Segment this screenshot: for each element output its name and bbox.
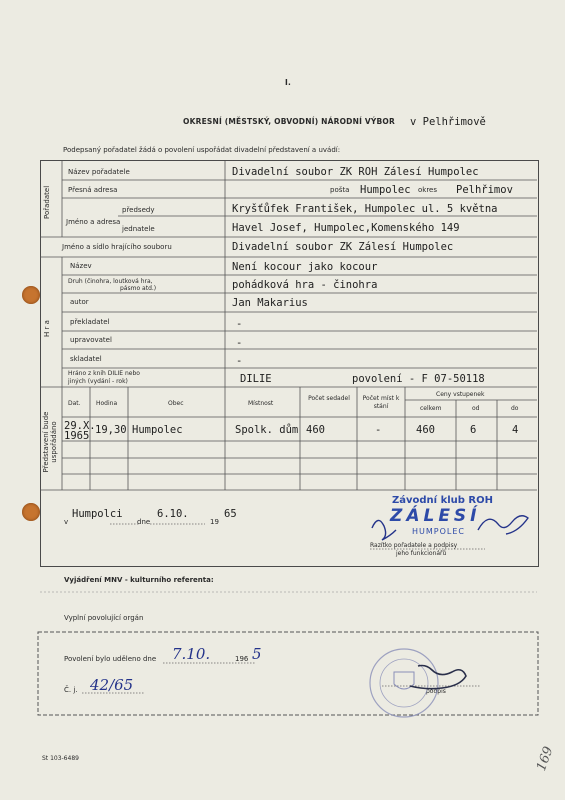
granted-year: 5 xyxy=(252,645,262,663)
date-value: 6.10. xyxy=(157,508,189,520)
value-source: DILIE xyxy=(240,373,272,385)
value-play-title: Není kocour jako kocour xyxy=(232,261,378,273)
granted-label: Povolení bylo uděleno dne xyxy=(64,655,157,663)
row-standing: - xyxy=(375,424,382,436)
office-title: OKRESNÍ (MĚSTSKÝ, OBVODNÍ) NÁRODNÍ VÝBOR xyxy=(183,117,395,126)
value-composer: - xyxy=(236,355,243,367)
label-jednatele: jednatele xyxy=(122,225,155,233)
row-total: 460 xyxy=(416,424,435,436)
side-label-organizer: Pořadatel xyxy=(43,185,51,219)
label-composer: skladatel xyxy=(70,355,102,363)
value-permit: povolení - F 07-50118 xyxy=(352,373,485,385)
col-date: Dat. xyxy=(68,400,81,407)
col-to: do xyxy=(511,405,519,412)
label-organizer-name: Název pořadatele xyxy=(68,168,130,176)
label-troupe: Jméno a sídlo hrajícího souboru xyxy=(62,243,172,251)
mnv-opinion-label: Vyjádření MNV - kulturního referenta: xyxy=(64,576,214,584)
col-seats: Počet sedadel xyxy=(308,395,350,402)
label-source-1: Hráno z knih DILIE nebo xyxy=(68,370,140,377)
row-town: Humpolec xyxy=(132,424,183,436)
col-prices: Ceny vstupenek xyxy=(436,391,485,398)
stamp-caption-2: jeho funkcionářů xyxy=(396,550,447,557)
col-from: od xyxy=(472,405,480,412)
value-organizer-name: Divadelní soubor ZK ROH Zálesí Humpolec xyxy=(232,166,479,178)
col-town: Obec xyxy=(168,400,184,407)
label-address: Přesná adresa xyxy=(68,186,118,194)
section-roman: I. xyxy=(285,78,292,87)
row-from: 6 xyxy=(470,424,477,436)
value-author: Jan Makarius xyxy=(232,297,308,309)
intro-text: Podepsaný pořadatel žádá o povolení uspořádat divadelní představení a uvádí: xyxy=(63,146,341,154)
year-value: 65 xyxy=(224,508,237,520)
row-to: 4 xyxy=(512,424,519,436)
side-label-performance: Představení bude uspořádáno xyxy=(42,411,58,473)
stamp-caption-1: Razítko pořadatele a podpisy xyxy=(370,542,458,549)
value-predsedy: Kryšťůfek František, Humpolec ul. 5 května xyxy=(232,203,498,215)
value-translator: - xyxy=(236,318,243,330)
stamp-line3: HUMPOLEC xyxy=(412,527,465,536)
value-jednatele: Havel Josef, Humpolec,Komenského 149 xyxy=(232,222,460,234)
label-play-kind-2: pásmo atd.) xyxy=(120,285,157,292)
col-total: celkem xyxy=(420,405,442,412)
page-number: 169 xyxy=(534,744,557,774)
value-posta: Humpolec xyxy=(360,184,411,196)
office-city: v Pelhřimově xyxy=(410,116,486,128)
date-label: dne xyxy=(137,518,151,526)
col-venue: Místnost xyxy=(248,400,274,407)
row-venue: Spolk. dům xyxy=(235,424,299,436)
label-predsedy: předsedy xyxy=(122,206,155,214)
year-prefix: 19 xyxy=(210,518,219,526)
authority-label: Vyplní povolující orgán xyxy=(64,614,144,622)
row-date-2: 1965 xyxy=(64,430,90,442)
sign-label: podpis xyxy=(426,688,446,695)
col-hour: Hodina xyxy=(96,400,118,407)
place-value: Humpolci xyxy=(72,508,123,520)
label-play-kind-1: Druh (činohra, loutková hra, xyxy=(68,278,153,285)
label-names: Jméno a adresa xyxy=(66,218,121,226)
form-code: St 103-6489 xyxy=(42,755,79,762)
value-troupe: Divadelní soubor ZK Zálesí Humpolec xyxy=(232,241,454,253)
ref-value: 42/65 xyxy=(90,676,134,694)
label-play-title: Název xyxy=(70,262,92,270)
value-adapter: - xyxy=(236,337,243,349)
side-label-play: H r a xyxy=(43,320,51,337)
row-seats: 460 xyxy=(306,424,325,436)
value-okres: Pelhřimov xyxy=(456,184,513,196)
stamp-line1: Závodní klub ROH xyxy=(392,495,493,506)
granted-year-prefix: 196 xyxy=(235,655,249,663)
col-standing: Počet míst k stání xyxy=(362,395,400,410)
granted-date: 7.10. xyxy=(172,645,211,663)
label-posta: pošta xyxy=(330,186,350,194)
label-author: autor xyxy=(70,298,89,306)
stamp-line2: ZÁLESÍ xyxy=(390,506,481,526)
label-source-2: jiných (vydání - rok) xyxy=(68,378,128,385)
row-hour: 19,30 xyxy=(95,424,127,436)
value-play-kind: pohádková hra - činohra xyxy=(232,279,378,291)
place-prefix: v xyxy=(64,518,69,526)
row-date-1: 29.X. xyxy=(64,420,96,432)
ref-label: Č. j. xyxy=(64,686,78,694)
label-adapter: upravovatel xyxy=(70,336,112,344)
label-okres: okres xyxy=(418,186,438,194)
label-translator: překladatel xyxy=(70,318,110,326)
